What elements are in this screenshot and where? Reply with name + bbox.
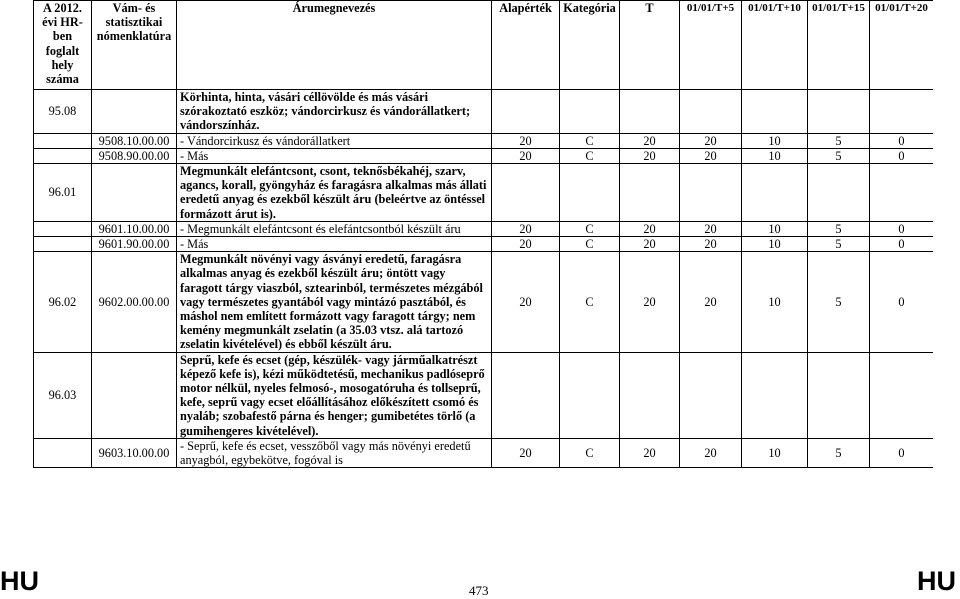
t15-cell <box>808 164 870 222</box>
header-category: Kategória <box>560 1 620 90</box>
t15-cell: 5 <box>808 148 870 163</box>
t5-cell <box>680 352 742 438</box>
t-cell <box>620 90 680 134</box>
t5-cell: 20 <box>680 438 742 467</box>
category-cell: C <box>560 237 620 252</box>
header-base-rate: Alapérték <box>492 1 560 90</box>
page-number: 473 <box>469 583 489 598</box>
t-cell <box>620 352 680 438</box>
nomenclature-cell: 9601.90.00.00 <box>92 237 177 252</box>
language-code-left: HU <box>0 566 39 596</box>
t15-cell: 5 <box>808 438 870 467</box>
table-row <box>34 252 934 352</box>
hr-position-cell <box>34 148 92 163</box>
hr-position-cell: 96.03 <box>34 352 92 438</box>
hr-position-cell <box>34 221 92 236</box>
t20-cell: 0 <box>870 237 934 252</box>
hr-position-cell: 96.01 <box>34 164 92 222</box>
t10-cell <box>742 352 808 438</box>
table-header-row <box>34 1 934 90</box>
base-rate-cell: 20 <box>492 133 560 148</box>
t15-cell: 5 <box>808 252 870 352</box>
hr-position-cell: 95.08 <box>34 90 92 134</box>
nomenclature-cell <box>92 90 177 134</box>
t15-cell: 5 <box>808 133 870 148</box>
t5-cell: 20 <box>680 148 742 163</box>
header-nomenclature: Vám- és statisztikai nómenklatúra <box>92 1 177 90</box>
t5-cell: 20 <box>680 237 742 252</box>
t15-cell: 5 <box>808 221 870 236</box>
t20-cell: 0 <box>870 438 934 467</box>
hr-position-cell <box>34 133 92 148</box>
category-cell <box>560 352 620 438</box>
t5-cell: 20 <box>680 221 742 236</box>
t15-cell: 5 <box>808 237 870 252</box>
base-rate-cell: 20 <box>492 252 560 352</box>
t15-cell <box>808 352 870 438</box>
t15-cell <box>808 90 870 134</box>
base-rate-cell <box>492 164 560 222</box>
base-rate-cell <box>492 90 560 134</box>
t20-cell: 0 <box>870 133 934 148</box>
nomenclature-cell: 9603.10.00.00 <box>92 438 177 467</box>
category-cell: C <box>560 148 620 163</box>
t10-cell: 10 <box>742 252 808 352</box>
table-row <box>34 221 934 236</box>
t5-cell <box>680 164 742 222</box>
t-cell: 20 <box>620 133 680 148</box>
header-t15: 01/01/T+15 <box>808 1 870 90</box>
t10-cell <box>742 164 808 222</box>
table-row <box>34 148 934 163</box>
nomenclature-cell: 9602.00.00.00 <box>92 252 177 352</box>
category-cell <box>560 164 620 222</box>
t20-cell: 0 <box>870 221 934 236</box>
base-rate-cell: 20 <box>492 237 560 252</box>
t-cell <box>620 164 680 222</box>
t-cell: 20 <box>620 438 680 467</box>
description-cell: - Más <box>177 237 492 252</box>
hr-position-cell: 96.02 <box>34 252 92 352</box>
t20-cell: 0 <box>870 252 934 352</box>
table-row <box>34 438 934 467</box>
table-row <box>34 237 934 252</box>
description-cell: Seprű, kefe és ecset (gép, készülék- vagy járműalkatrészt képező kefe is), kézi működtetésű, mechanikus padlóseprő motor nélkül, nyeles felmosó-, mosogatóruha és tollseprű, kefe, seprű vagy ecset előállításához előkészített csomó és nyaláb; szobafestő párna és henger; gumibetétes törlő (a gumihengeres kivételével). <box>177 352 492 438</box>
t10-cell: 10 <box>742 221 808 236</box>
description-cell: Megmunkált elefántcsont, csont, teknősbékahéj, szarv, agancs, korall, gyöngyház és faragásra alkalmas más állati eredetű anyag és ezekből készült áru (beleértve az öntéssel formázott árut is). <box>177 164 492 222</box>
t5-cell: 20 <box>680 252 742 352</box>
header-t20: 01/01/T+20 <box>870 1 934 90</box>
hr-position-cell <box>34 237 92 252</box>
t-cell: 20 <box>620 148 680 163</box>
category-cell: C <box>560 438 620 467</box>
description-cell: - Más <box>177 148 492 163</box>
category-cell: C <box>560 133 620 148</box>
tariff-table-container <box>33 0 933 541</box>
description-cell: - Seprű, kefe és ecset, vesszőből vagy más növényi eredetű anyagból, egybekötve, fogóval is <box>177 438 492 467</box>
nomenclature-cell: 9508.90.00.00 <box>92 148 177 163</box>
t-cell: 20 <box>620 221 680 236</box>
header-hr-position: A 2012. évi HR-ben foglalt hely száma <box>34 1 92 90</box>
description-cell: Körhinta, hinta, vásári céllövölde és más vásári szórakoztató eszköz; vándorcirkusz és vándorállatkert; vándorszínház. <box>177 90 492 134</box>
description-cell: Megmunkált növényi vagy ásványi eredetű, faragásra alkalmas anyag és ezekből készült áru; öntött vagy faragott tárgy viaszból, sztearinból, természetes mézgából vagy természetes gyantából vagy mintázó pasztából, és máshol nem említett formázott vagy faragott tárgy; nem kemény megmunkált zselatin (a 35.03 vtsz. alá tartozó zselatin kivételével) és ebből készült áru. <box>177 252 492 352</box>
t10-cell: 10 <box>742 148 808 163</box>
t5-cell <box>680 90 742 134</box>
t20-cell <box>870 352 934 438</box>
category-cell: C <box>560 252 620 352</box>
header-t: T <box>620 1 680 90</box>
base-rate-cell <box>492 352 560 438</box>
nomenclature-cell: 9601.10.00.00 <box>92 221 177 236</box>
category-cell: C <box>560 221 620 236</box>
table-row <box>34 133 934 148</box>
table-row <box>34 352 934 438</box>
base-rate-cell: 20 <box>492 148 560 163</box>
header-description: Árumegnevezés <box>177 1 492 90</box>
language-code-right: HU <box>917 566 956 596</box>
t20-cell <box>870 164 934 222</box>
t-cell: 20 <box>620 237 680 252</box>
hr-position-cell <box>34 438 92 467</box>
t20-cell: 0 <box>870 148 934 163</box>
t20-cell <box>870 90 934 134</box>
description-cell: - Megmunkált elefántcsont és elefántcsontból készült áru <box>177 221 492 236</box>
t10-cell: 10 <box>742 133 808 148</box>
description-cell: - Vándorcirkusz és vándorállatkert <box>177 133 492 148</box>
t5-cell: 20 <box>680 133 742 148</box>
nomenclature-cell <box>92 164 177 222</box>
header-t10: 01/01/T+10 <box>742 1 808 90</box>
table-row <box>34 164 934 222</box>
category-cell <box>560 90 620 134</box>
header-t5: 01/01/T+5 <box>680 1 742 90</box>
t10-cell <box>742 90 808 134</box>
table-row <box>34 90 934 134</box>
base-rate-cell: 20 <box>492 221 560 236</box>
base-rate-cell: 20 <box>492 438 560 467</box>
t10-cell: 10 <box>742 237 808 252</box>
tariff-table <box>33 0 933 468</box>
t10-cell: 10 <box>742 438 808 467</box>
nomenclature-cell <box>92 352 177 438</box>
t-cell: 20 <box>620 252 680 352</box>
nomenclature-cell: 9508.10.00.00 <box>92 133 177 148</box>
